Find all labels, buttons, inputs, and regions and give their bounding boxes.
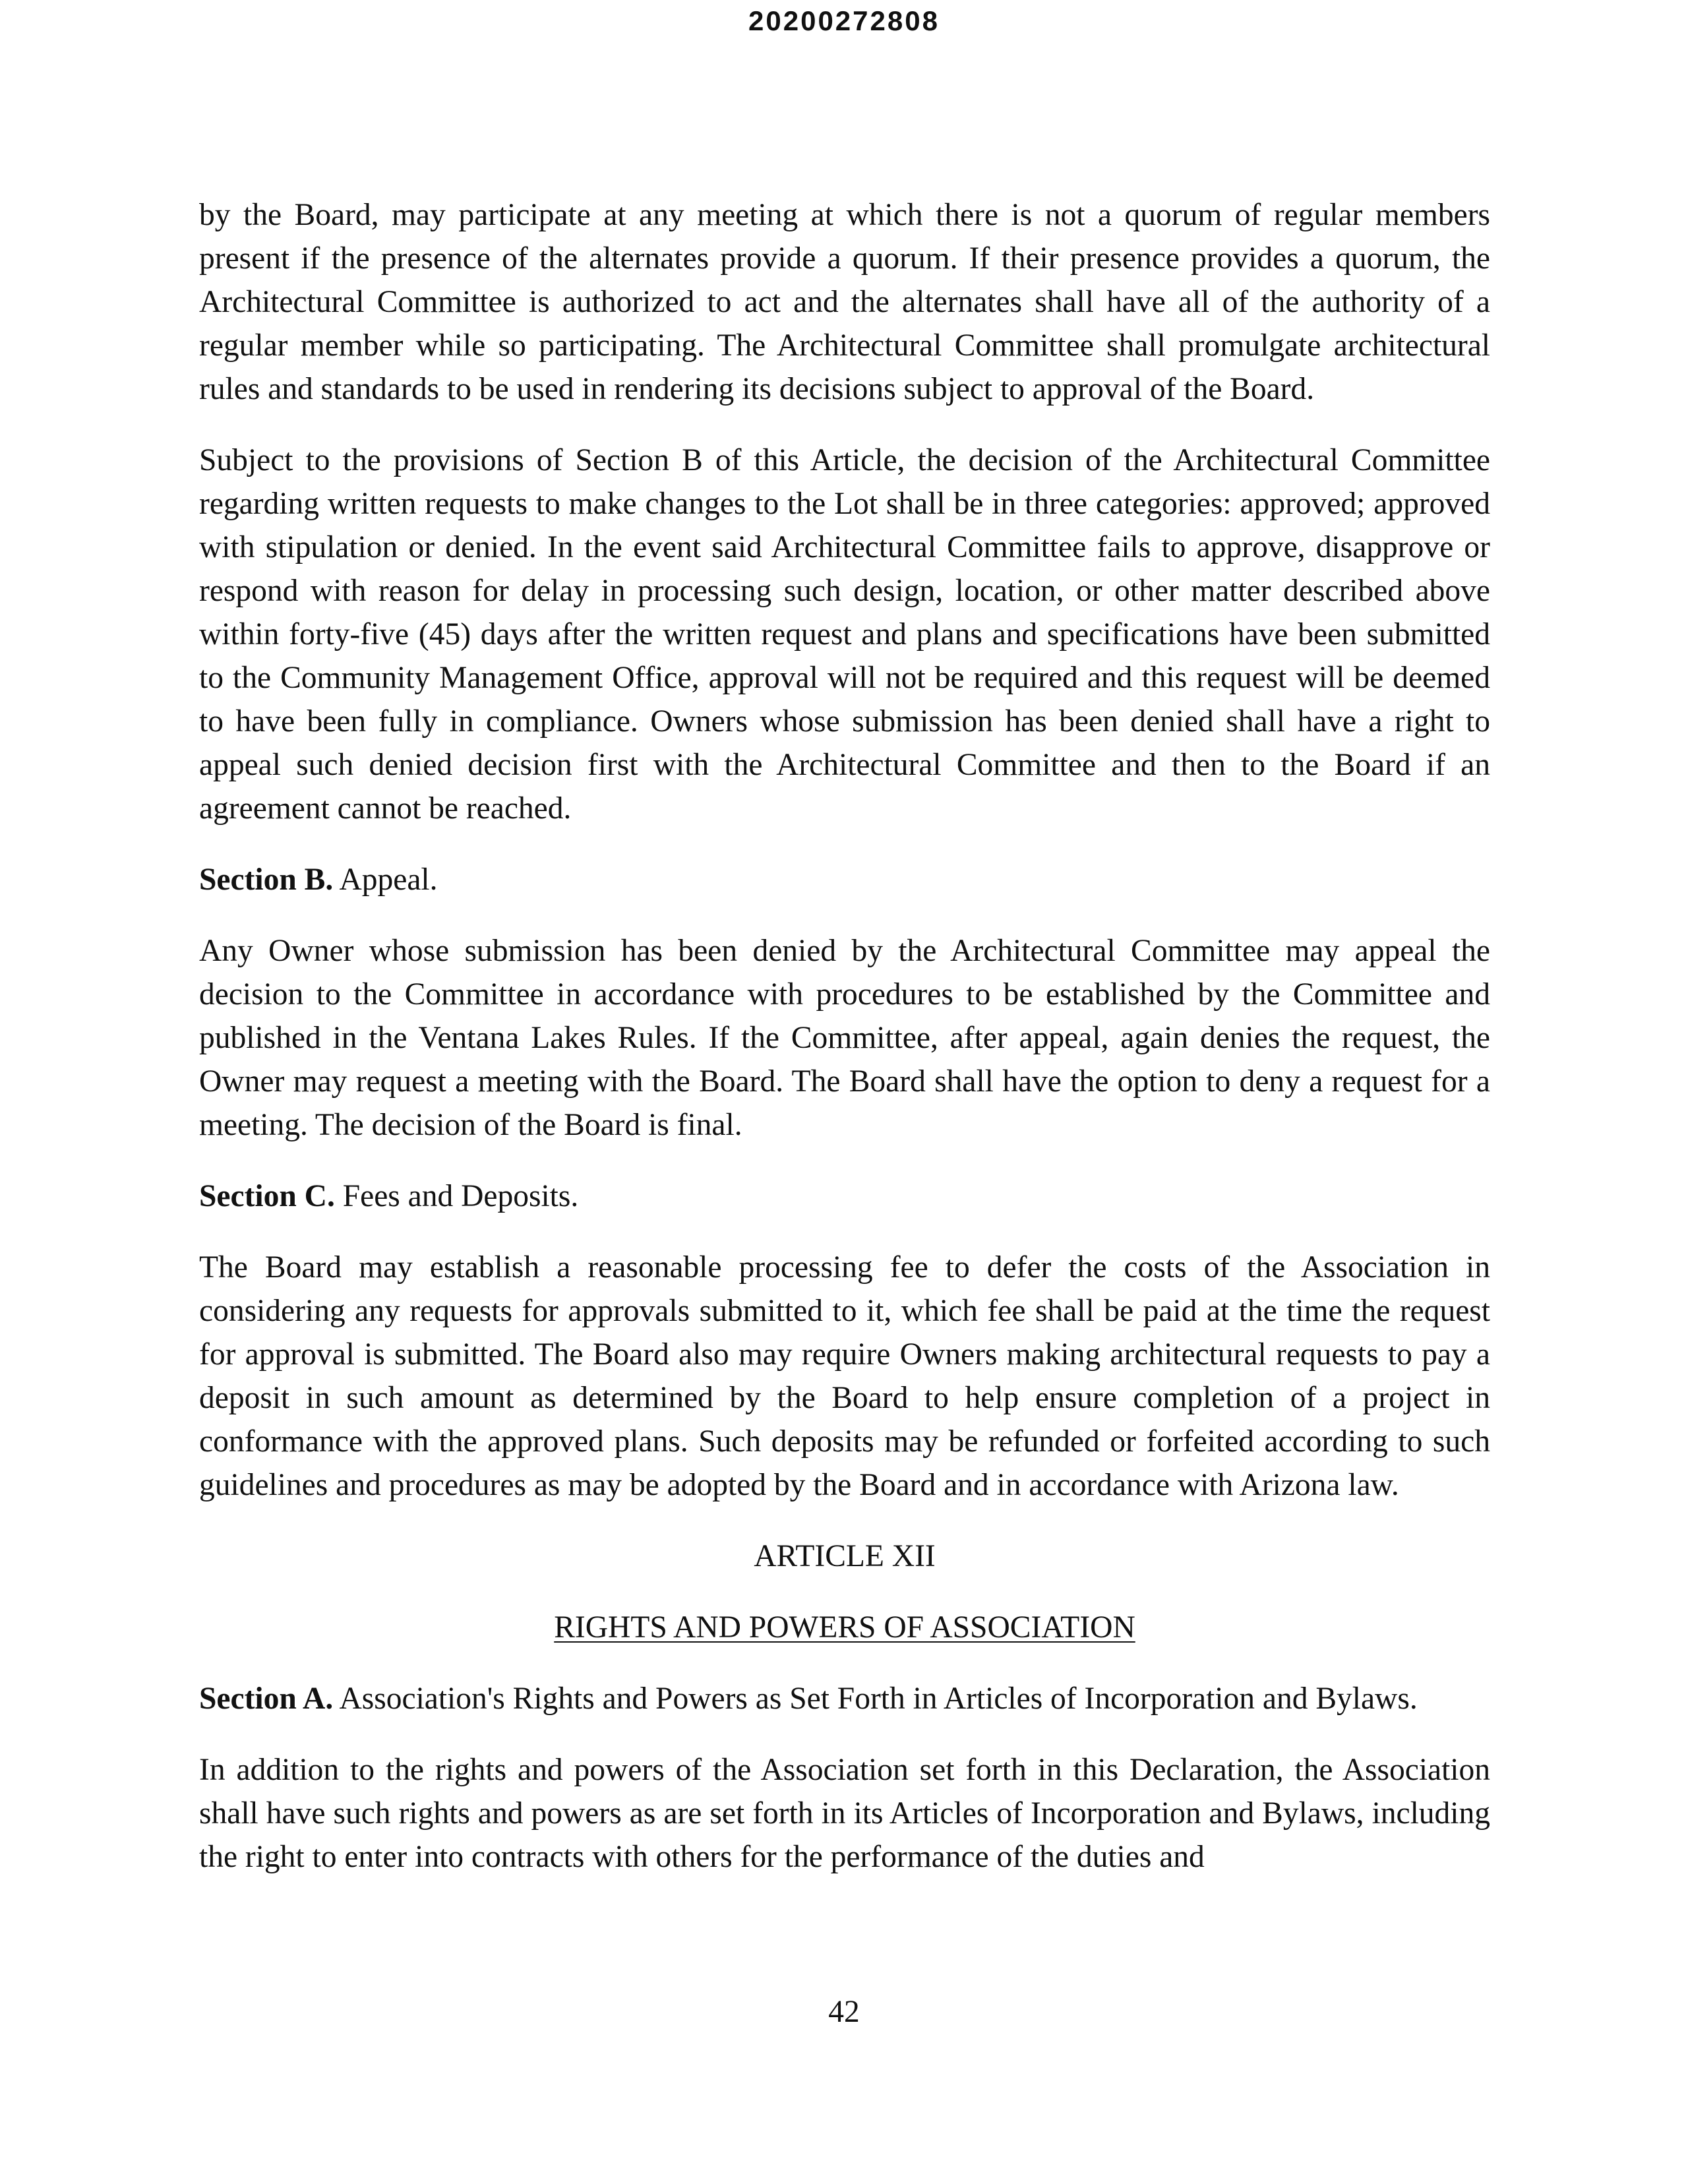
article-title (199, 1606, 1490, 1649)
article-heading: ARTICLE XII (754, 1539, 936, 1573)
section-b-label: Section B. (199, 863, 334, 897)
page-number: 42 (828, 1995, 860, 2029)
page-body (199, 193, 1490, 1879)
paragraph-quorum: by the Board, may participate at any meeting at which there is not a quorum of regular members present if the presence of the alternates provide a quorum. If their presence provides a quorum, the Architectural Committee is authorized to act and the alternates shall have all of the authority of a regular member while so participating. The Architectural Committee shall promulgate architectural rules and standards to be used in rendering its decisions subject to approval of the Board. (199, 198, 1490, 406)
section-c-title: Fees and Deposits. (342, 1179, 579, 1213)
document-number: 20200272808 (748, 5, 940, 36)
paragraph-rights-powers: In addition to the rights and powers of the Association set forth in this Declaration, the Association shall have such rights and powers as are set forth in its Articles of Incorporation and Bylaws, including the right to enter into contracts with others for the performance of the duties and (199, 1753, 1490, 1874)
article-title-text: RIGHTS AND POWERS OF ASSOCIATION (554, 1610, 1135, 1645)
section-b-title: Appeal. (339, 863, 438, 897)
paragraph-decision-categories: Subject to the provisions of Section B of this Article, the decision of the Architectural Committee regarding written requests to make changes to the Lot shall be in three categories: approved; approved with stipulation or denied. In the event said Architectural Committee fails to approve, disapprove or respond with reason for delay in processing such design, location, or other matter described above within forty-five (45) days after the written request and plans and specifications have been submitted to the Community Management Office, approval will not be required and this request will be deemed to have been fully in compliance. Owners whose submission has been denied shall have a right to appeal such denied decision first with the Architectural Committee and then to the Board if an agreement cannot be reached. (199, 443, 1490, 826)
paragraph-fees-deposits: The Board may establish a reasonable processing fee to defer the costs of the Association in considering any requests for approvals submitted to it, which fee shall be paid at the time the request for approval is submitted. The Board also may require Owners making architectural requests to pay a deposit in such amount as determined by the Board to help ensure completion of a project in conformance with the approved plans. Such deposits may be refunded or forfeited according to such guidelines and procedures as may be adopted by the Board and in accordance with Arizona law. (199, 1250, 1490, 1502)
paragraph-appeal: Any Owner whose submission has been denied by the Architectural Committee may appeal the decision to the Committee in accordance with procedures to be established by the Committee and published in the Ventana Lakes Rules. If the Committee, after appeal, again denies the request, the Owner may request a meeting with the Board. The Board shall have the option to deny a request for a meeting. The decision of the Board is final. (199, 934, 1490, 1142)
section-c-label: Section C. (199, 1179, 335, 1213)
section-a-heading (199, 1677, 1490, 1720)
section-b-heading (199, 858, 1490, 901)
section-c-heading (199, 1174, 1490, 1218)
section-a-label: Section A. (199, 1682, 334, 1716)
section-a-title: Association's Rights and Powers as Set Forth in Articles of Incorporation and Bylaws. (339, 1682, 1418, 1716)
